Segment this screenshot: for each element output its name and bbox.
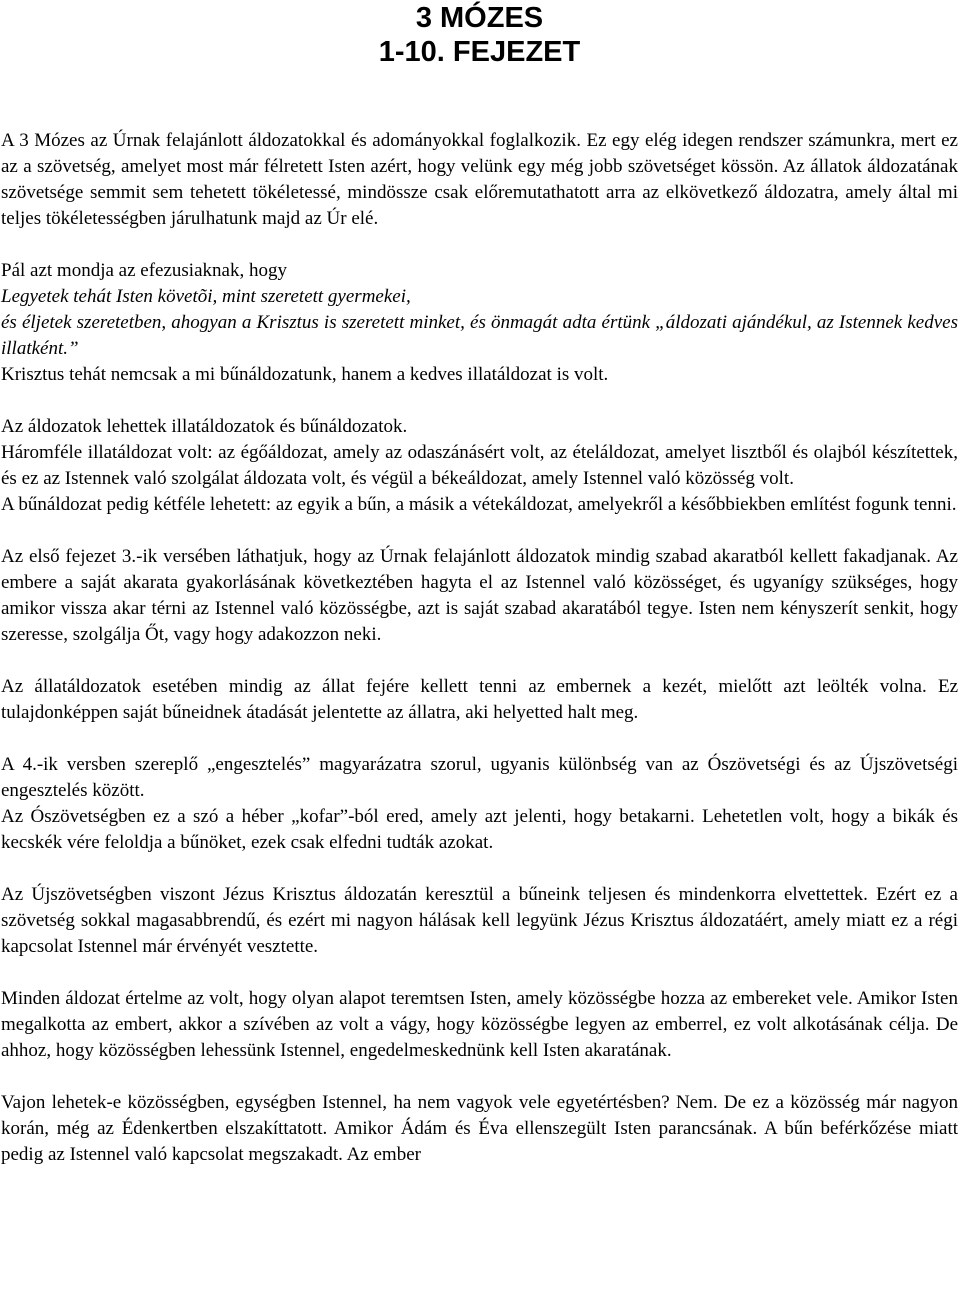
spacer: [1, 856, 958, 882]
paragraph-intro: [1, 128, 958, 232]
paragraph-fellowship: Minden áldozat értelme az volt, hogy olyan alapot teremtsen Isten, amely közösségbe hozza az embereket vele. Amikor Isten megalkotta az embert, akkor a szívében az volt a vágy, hogy közösségbe legyen az emberrel, ez volt alkotásának célja. De ahhoz, hogy közösségben lehessünk Istennel, engedelmeskednünk kell Isten akaratának.: [1, 988, 958, 1061]
paragraph-animal-offering: Az állatáldozatok esetében mindig az állat fejére kellett tenni az embernek a kezét, mielőtt azt leölték volna. Ez tulajdonképpen saját bűneidnek átadását jelentette az állatra, aki helyetted halt meg.: [1, 676, 958, 723]
paragraph-new-covenant: Az Újszövetségben viszont Jézus Krisztus áldozatán keresztül a bűneink teljesen és mindenkorra elvettettek. Ezért ez a szövetség sokkal magasabbrendű, és ezért mi nagyon hálásak kell legyünk Jézus Krisztus áldozatáért, amely miatt ez a régi kapcsolat Istennel már érvényét vesztette.: [1, 884, 958, 957]
spacer: [1, 648, 958, 674]
paragraph-paul-intro: Pál azt mondja az efezusiaknak, hogy: [1, 260, 287, 281]
paragraph-offering-types: Az áldozatok lehettek illatáldozatok és bűnáldozatok.: [1, 416, 408, 437]
spacer: [1, 1064, 958, 1090]
spacer: [1, 518, 958, 544]
spacer: [1, 388, 958, 414]
paragraph-free-will: Az első fejezet 3.-ik versében láthatjuk, hogy az Úrnak felajánlott áldozatok mindig szabad akaratból kellett fakadjanak. Az embere a saját akarata gyakorlásának következtében hagyta el az Istennel való közösséget, és ugyanígy szükséges, hogy amikor vissza akar térni az Istennel való közösségbe, azt is saját szabad akaratából tegye. Isten nem kényszerít senkit, hogy szeresse, szolgálja Őt, vagy hogy adakozzon neki.: [1, 546, 958, 645]
paragraph-quote-line2: és éljetek szeretetben, ahogyan a Krisztus is szeretett minket, és önmagát adta értünk „áldozati ajándékul, az Istennek kedves illatként.”: [1, 312, 958, 359]
paragraph-quote-line1: Legyetek tehát Isten követõi, mint szeretett gyermekei,: [1, 286, 411, 307]
paragraph-intro-part2: Az állatok áldozatának szövetsége semmit sem tehetett tökéletessé, mindössze csak előremutathatott arra az elkövetkező áldozatra, amely által mi teljes tökéletességben járulhatunk majd az Úr elé.: [1, 156, 958, 229]
spacer: [1, 232, 958, 258]
book-title: 3 MÓZES: [415, 2, 544, 34]
paragraph-kofar: Az Ószövetségben ez a szó a héber „kofar”-ból ered, amely azt jelenti, hogy betakarni. Lehetetlen volt, hogy a bikák és kecskék vére feloldja a bűnöket, ezek csak elfedni tudták azokat.: [1, 806, 958, 853]
spacer: [1, 726, 958, 752]
spacer: [1, 960, 958, 986]
paragraph-christ-offering: Krisztus tehát nemcsak a mi bűnáldozatunk, hanem a kedves illatáldozat is volt.: [1, 364, 609, 385]
paragraph-atonement: A 4.-ik versben szereplő „engesztelés” magyarázatra szorul, ugyanis különbség van az Ószövetségi és az Újszövetségi engesztelés között.: [1, 754, 958, 801]
paragraph-sin-offering: A bűnáldozat pedig kétféle lehetett: az egyik a bűn, a másik a vétekáldozat, amelyekről a későbbiekben említést fogunk tenni.: [1, 494, 957, 515]
chapter-range-title: 1-10. FEJEZET: [378, 36, 581, 68]
paragraph-three-offerings: Háromféle illatáldozat volt: az égőáldozat, amely az odaszánásért volt, az ételáldozat, amelyet lisztből és olajból készítettek, és ez az Istennek való szolgálat áldozata volt, és végül a békeáldozat, amely Istennel való közösség volt.: [1, 442, 958, 489]
paragraph-eden: Vajon lehetek-e közösségben, egységben Istennel, ha nem vagyok vele egyetértésben? Nem. De ez a közösség már nagyon korán, még az Édenkertben elszakíttatott. Amikor Ádám és Éva ellenszegült Isten parancsának. A bűn beférkőzése miatt pedig az Istennel való kapcsolat megszakadt. Az ember: [1, 1092, 958, 1165]
paragraph-intro-part1: A 3 Mózes az Úrnak felajánlott áldozatokkal és adományokkal foglalkozik. Ez egy elég idegen rendszer számunkra, mert ez az a szövetség, amelyet most már félretett Isten azért, hogy velünk egy még jobb szövetséget kössön.: [1, 130, 958, 177]
spacer: [1, 69, 958, 128]
